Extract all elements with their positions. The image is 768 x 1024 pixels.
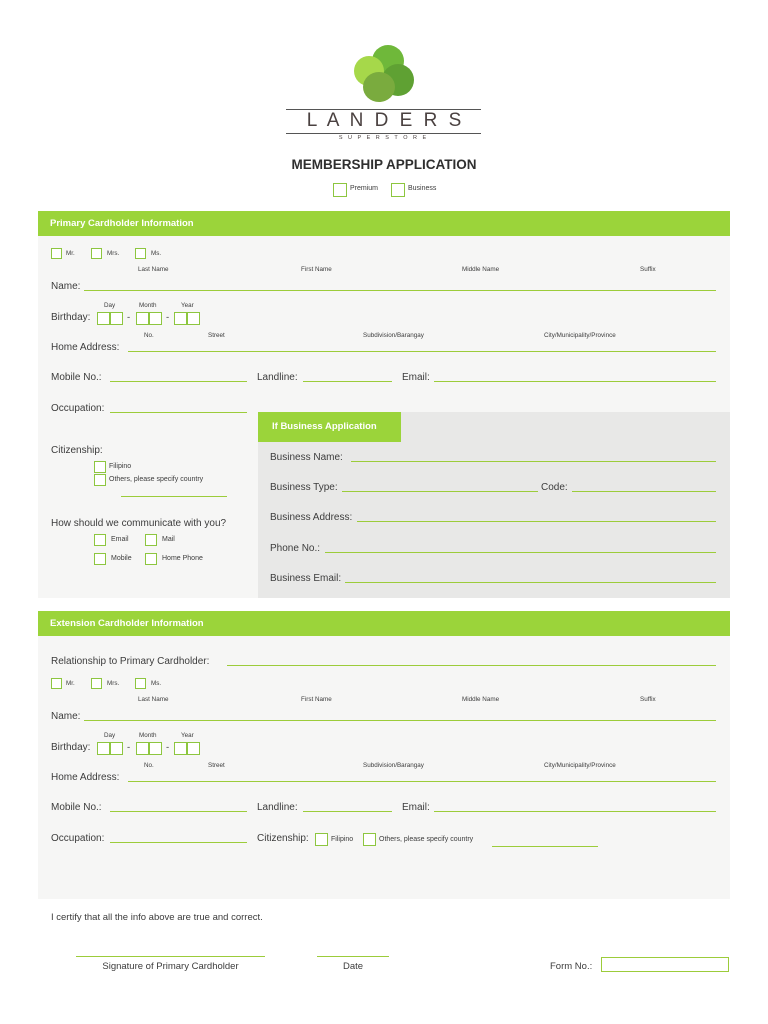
primary-email-field[interactable] [434, 381, 716, 382]
extension-others-checkbox[interactable] [363, 833, 376, 846]
business-code-label: Code: [541, 482, 568, 493]
primary-no-sublabel: No. [144, 332, 154, 339]
business-type-label: Business Type: [270, 482, 338, 493]
primary-firstname-sublabel: First Name [301, 266, 332, 273]
business-type-field[interactable] [342, 491, 538, 492]
communicate-mobile-checkbox[interactable] [94, 553, 106, 565]
business-email-label: Business Email: [270, 573, 342, 584]
primary-city-sublabel: City/Municipality/Province [544, 332, 616, 339]
extension-firstname-sublabel: First Name [301, 696, 332, 703]
date-label: Date [342, 961, 364, 972]
primary-birthday-dash-1: - [127, 312, 131, 323]
extension-city-sublabel: City/Municipality/Province [544, 762, 616, 769]
primary-address-label: Home Address: [51, 342, 120, 353]
primary-mr-label: Mr. [66, 250, 75, 257]
communicate-mobile-label: Mobile [111, 555, 132, 562]
primary-filipino-label: Filipino [109, 463, 132, 470]
extension-lastname-sublabel: Last Name [138, 696, 169, 703]
extension-section [38, 611, 730, 899]
business-label: Business [408, 185, 437, 192]
primary-landline-label: Landline: [257, 372, 298, 383]
business-name-field[interactable] [351, 461, 716, 462]
primary-mobile-label: Mobile No.: [51, 372, 102, 383]
extension-filipino-label: Filipino [331, 836, 354, 843]
primary-name-field[interactable] [84, 290, 716, 291]
primary-ms-checkbox[interactable] [135, 248, 146, 259]
extension-ms-checkbox[interactable] [135, 678, 146, 689]
primary-subdivision-sublabel: Subdivision/Barangay [363, 332, 424, 339]
relationship-label: Relationship to Primary Cardholder: [51, 656, 210, 667]
primary-mrs-checkbox[interactable] [91, 248, 102, 259]
primary-address-field[interactable] [128, 351, 716, 352]
primary-month-digit-2[interactable] [149, 312, 162, 325]
primary-mobile-field[interactable] [110, 381, 247, 382]
primary-occupation-label: Occupation: [51, 403, 105, 414]
primary-year-digit-2[interactable] [187, 312, 200, 325]
business-phone-field[interactable] [325, 552, 716, 553]
communicate-label: How should we communicate with you? [51, 518, 227, 529]
extension-month-sublabel: Month [139, 732, 157, 739]
primary-day-digit-2[interactable] [110, 312, 123, 325]
extension-others-label: Others, please specify country [379, 836, 474, 843]
business-panel-title: If Business Application [272, 421, 377, 432]
certify-statement: I certify that all the info above are true and correct. [51, 912, 263, 923]
extension-section-title: Extension Cardholder Information [50, 618, 204, 629]
primary-birthday-dash-2: - [166, 312, 170, 323]
communicate-mail-checkbox[interactable] [145, 534, 157, 546]
business-email-field[interactable] [345, 582, 716, 583]
extension-ms-label: Ms. [151, 680, 162, 687]
extension-landline-label: Landline: [257, 802, 298, 813]
extension-suffix-sublabel: Suffix [640, 696, 656, 703]
logo-rule-bottom [286, 133, 481, 134]
extension-birthday-label: Birthday: [51, 742, 91, 753]
signature-label: Signature of Primary Cardholder [102, 961, 239, 972]
primary-suffix-sublabel: Suffix [640, 266, 656, 273]
signature-field[interactable] [76, 956, 265, 957]
business-phone-label: Phone No.: [270, 543, 321, 554]
communicate-email-checkbox[interactable] [94, 534, 106, 546]
primary-others-checkbox[interactable] [94, 474, 106, 486]
communicate-email-label: Email [111, 536, 129, 543]
primary-landline-field[interactable] [303, 381, 392, 382]
relationship-field[interactable] [227, 665, 716, 666]
primary-month-sublabel: Month [139, 302, 157, 309]
extension-citizenship-label: Citizenship: [257, 833, 309, 844]
extension-middlename-sublabel: Middle Name [462, 696, 500, 703]
extension-year-sublabel: Year [181, 732, 194, 739]
primary-month-digit-1[interactable] [136, 312, 149, 325]
primary-street-sublabel: Street [208, 332, 225, 339]
page-title: MEMBERSHIP APPLICATION [291, 157, 477, 172]
extension-name-label: Name: [51, 711, 81, 722]
extension-month-digit-2[interactable] [149, 742, 162, 755]
primary-year-digit-1[interactable] [174, 312, 187, 325]
communicate-mail-label: Mail [162, 536, 175, 543]
primary-citizenship-label: Citizenship: [51, 445, 103, 456]
primary-others-label: Others, please specify country [109, 476, 204, 483]
extension-landline-field[interactable] [303, 811, 392, 812]
extension-name-field[interactable] [84, 720, 716, 721]
extension-month-digit-1[interactable] [136, 742, 149, 755]
primary-occupation-field[interactable] [110, 412, 247, 413]
extension-mrs-checkbox[interactable] [91, 678, 102, 689]
brand-sub: S U P E R S T O R E [338, 135, 429, 141]
extension-day-digit-1[interactable] [97, 742, 110, 755]
date-field[interactable] [317, 956, 389, 957]
form-no-label: Form No.: [550, 961, 593, 972]
business-code-field[interactable] [572, 491, 716, 492]
extension-email-label: Email: [402, 802, 430, 813]
extension-birthday-dash-2: - [166, 742, 170, 753]
extension-section-header [38, 611, 730, 636]
extension-filipino-checkbox[interactable] [315, 833, 328, 846]
premium-label: Premium [350, 185, 379, 192]
extension-address-label: Home Address: [51, 772, 120, 783]
extension-mr-label: Mr. [66, 680, 75, 687]
extension-street-sublabel: Street [208, 762, 225, 769]
primary-year-sublabel: Year [181, 302, 194, 309]
primary-lastname-sublabel: Last Name [138, 266, 169, 273]
extension-occupation-field[interactable] [110, 842, 247, 843]
extension-mr-checkbox[interactable] [51, 678, 62, 689]
business-name-label: Business Name: [270, 452, 343, 463]
extension-address-field[interactable] [128, 781, 716, 782]
extension-country-field[interactable] [492, 846, 598, 847]
primary-middlename-sublabel: Middle Name [462, 266, 500, 273]
extension-email-field[interactable] [434, 811, 716, 812]
primary-filipino-checkbox[interactable] [94, 461, 106, 473]
primary-ms-label: Ms. [151, 250, 162, 257]
communicate-homephone-checkbox[interactable] [145, 553, 157, 565]
extension-occupation-label: Occupation: [51, 833, 105, 844]
extension-day-digit-2[interactable] [110, 742, 123, 755]
primary-day-sublabel: Day [104, 302, 116, 309]
form-no-field[interactable] [601, 957, 729, 972]
communicate-homephone-label: Home Phone [162, 555, 203, 562]
primary-mrs-label: Mrs. [107, 250, 120, 257]
extension-year-digit-1[interactable] [174, 742, 187, 755]
business-checkbox[interactable] [391, 183, 405, 197]
extension-year-digit-2[interactable] [187, 742, 200, 755]
primary-day-digit-1[interactable] [97, 312, 110, 325]
business-address-label: Business Address: [270, 512, 353, 523]
premium-checkbox[interactable] [333, 183, 347, 197]
primary-email-label: Email: [402, 372, 430, 383]
extension-no-sublabel: No. [144, 762, 154, 769]
primary-section-title: Primary Cardholder Information [50, 218, 194, 229]
extension-day-sublabel: Day [104, 732, 116, 739]
primary-name-label: Name: [51, 281, 81, 292]
business-address-field[interactable] [357, 521, 716, 522]
extension-mrs-label: Mrs. [107, 680, 120, 687]
primary-section-header [38, 211, 730, 236]
extension-birthday-dash-1: - [127, 742, 131, 753]
extension-subdivision-sublabel: Subdivision/Barangay [363, 762, 424, 769]
primary-birthday-label: Birthday: [51, 312, 91, 323]
extension-mobile-field[interactable] [110, 811, 247, 812]
brand-name: L A N D E R S [306, 110, 465, 131]
logo-circle-4 [363, 72, 395, 102]
primary-country-field[interactable] [121, 496, 227, 497]
primary-mr-checkbox[interactable] [51, 248, 62, 259]
business-panel-header [258, 412, 401, 442]
extension-mobile-label: Mobile No.: [51, 802, 102, 813]
